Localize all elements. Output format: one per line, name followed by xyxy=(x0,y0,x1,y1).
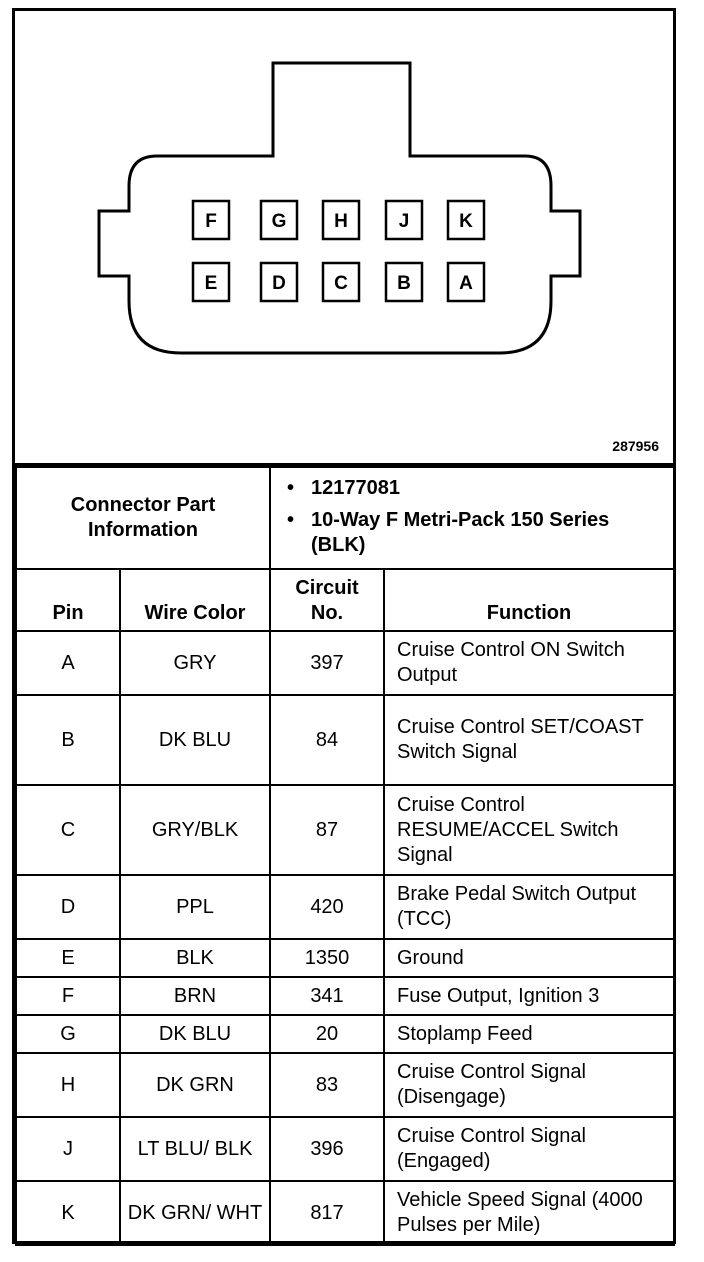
wire-color-cell: DK BLU xyxy=(120,1015,270,1053)
pin-cell: K xyxy=(16,1181,120,1245)
pin-label-j: J xyxy=(398,211,410,232)
circuit-cell: 83 xyxy=(270,1053,384,1117)
pin-cell: B xyxy=(16,695,120,785)
circuit-cell: 1350 xyxy=(270,939,384,977)
header-row xyxy=(16,569,674,631)
table-row xyxy=(16,875,674,939)
function-cell: Vehicle Speed Signal (4000 Pulses per Mile) xyxy=(384,1181,674,1245)
table-body xyxy=(16,631,674,1245)
pin-cavity-h xyxy=(323,201,359,239)
wire-color-cell: BRN xyxy=(120,977,270,1015)
connector-diagram xyxy=(15,11,673,466)
part-info-row xyxy=(16,467,674,569)
table-row xyxy=(16,1015,674,1053)
wire-color-cell: PPL xyxy=(120,875,270,939)
circuit-cell: 397 xyxy=(270,631,384,695)
wire-color-cell: LT BLU/ BLK xyxy=(120,1117,270,1181)
table-row xyxy=(16,939,674,977)
function-cell: Cruise Control SET/COAST Switch Signal xyxy=(384,695,674,785)
pin-cell: F xyxy=(16,977,120,1015)
function-cell: Brake Pedal Switch Output (TCC) xyxy=(384,875,674,939)
table-row xyxy=(16,785,674,875)
pin-cavity-a xyxy=(448,263,484,301)
pin-cell: C xyxy=(16,785,120,875)
circuit-cell: 20 xyxy=(270,1015,384,1053)
part-description: • 10-Way F Metri-Pack 150 Series (BLK) xyxy=(311,508,665,558)
circuit-cell: 341 xyxy=(270,977,384,1015)
part-info-label-line1: Connector Part xyxy=(70,494,216,516)
header-circuit xyxy=(270,569,384,631)
table-row xyxy=(16,631,674,695)
wire-color-cell: DK BLU xyxy=(120,695,270,785)
circuit-cell: 817 xyxy=(270,1181,384,1245)
pin-cell: A xyxy=(16,631,120,695)
header-pin: Pin xyxy=(16,569,120,631)
wire-color-cell: GRY xyxy=(120,631,270,695)
circuit-cell: 84 xyxy=(270,695,384,785)
pin-label-d: D xyxy=(272,273,286,294)
header-circuit-line2: No. xyxy=(310,602,344,624)
wire-color-cell: DK GRN/ WHT xyxy=(120,1181,270,1245)
wire-color-cell: DK GRN xyxy=(120,1053,270,1117)
connector-table xyxy=(15,466,675,1246)
pin-cell: J xyxy=(16,1117,120,1181)
figure-number: 287956 xyxy=(612,438,659,454)
pin-label-e: E xyxy=(204,273,218,294)
function-cell: Cruise Control RESUME/ACCEL Switch Signal xyxy=(384,785,674,875)
pin-cell: H xyxy=(16,1053,120,1117)
pin-label-c: C xyxy=(334,273,348,294)
table-row xyxy=(16,695,674,785)
pin-cell: G xyxy=(16,1015,120,1053)
pin-cavity-c xyxy=(323,263,359,301)
header-circuit-line1: Circuit xyxy=(295,577,359,599)
function-cell: Cruise Control Signal (Disengage) xyxy=(384,1053,674,1117)
pin-cavity-j xyxy=(386,201,422,239)
part-info-label-line2: Information xyxy=(88,519,198,541)
pin-cavity-g xyxy=(261,201,297,239)
pin-cavity-k xyxy=(448,201,484,239)
header-wire-color: Wire Color xyxy=(120,569,270,631)
pin-label-f: F xyxy=(205,211,217,232)
pin-label-g: G xyxy=(271,211,287,232)
wire-color-cell: BLK xyxy=(120,939,270,977)
pin-cell: D xyxy=(16,875,120,939)
wire-color-cell: GRY/BLK xyxy=(120,785,270,875)
pin-label-h: H xyxy=(334,211,348,232)
pin-cavity-f xyxy=(193,201,229,239)
pin-label-k: K xyxy=(459,211,473,232)
function-cell: Cruise Control Signal (Engaged) xyxy=(384,1117,674,1181)
function-cell: Stoplamp Feed xyxy=(384,1015,674,1053)
table-row xyxy=(16,1053,674,1117)
pin-cavity-d xyxy=(261,263,297,301)
connector-face-drawing xyxy=(15,11,673,463)
function-cell: Cruise Control ON Switch Output xyxy=(384,631,674,695)
pin-label-a: A xyxy=(459,273,473,294)
pin-cavity-e xyxy=(193,263,229,301)
pin-label-b: B xyxy=(397,273,411,294)
pin-cell: E xyxy=(16,939,120,977)
table-row xyxy=(16,1181,674,1245)
function-cell: Ground xyxy=(384,939,674,977)
circuit-cell: 396 xyxy=(270,1117,384,1181)
pin-cavities xyxy=(193,201,484,301)
connector-sheet xyxy=(12,8,676,1244)
header-function: Function xyxy=(384,569,674,631)
table-row xyxy=(16,1117,674,1181)
function-cell: Fuse Output, Ignition 3 xyxy=(384,977,674,1015)
circuit-cell: 420 xyxy=(270,875,384,939)
part-number: • 12177081 xyxy=(311,476,665,501)
part-info-details xyxy=(270,467,674,569)
part-info-label xyxy=(16,467,270,569)
circuit-cell: 87 xyxy=(270,785,384,875)
table-row xyxy=(16,977,674,1015)
connector-housing xyxy=(99,63,580,353)
pin-cavity-b xyxy=(386,263,422,301)
